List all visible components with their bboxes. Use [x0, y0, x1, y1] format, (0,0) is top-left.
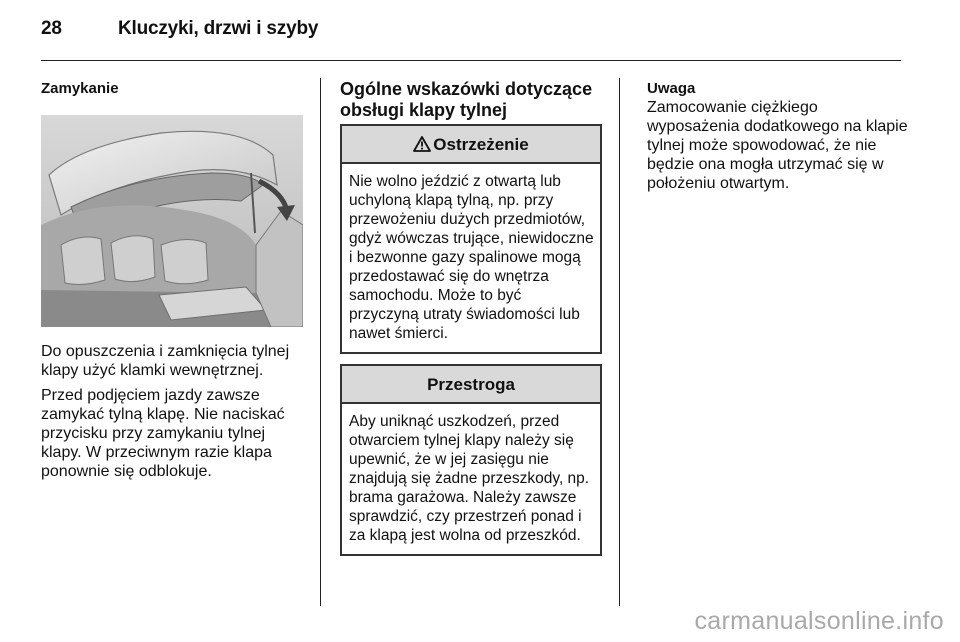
- warning-header: [342, 126, 600, 164]
- page-number: 28: [41, 18, 62, 39]
- chapter-title: Kluczyki, drzwi i szyby: [118, 18, 319, 39]
- section-heading: Ogólne wskazówki dotyczące obsługi klapy tylnej: [340, 79, 593, 120]
- warning-text: Nie wolno jeździć z otwartą lub uchyloną klapą tylną, np. przy przewożeniu dużych przedmiotów, gdyż wówczas trujące, niewidoczne i bezwonne gazy spalinowe mogą przedostawać się do wnętrza samochodu. Może to być przyczyną utraty świadomości lub nawet śmierci.: [349, 173, 594, 342]
- note-text: Zamocowanie ciężkiego wyposażenia dodatkowego na klapie tylnej może spowodować, że nie będzie ona mogła utrzymać się w położeniu otwartym.: [647, 99, 908, 192]
- caution-text: Aby uniknąć uszkodzeń, przed otwarciem tylnej klapy należy się upewnić, że w jej zasięgu nie znajdują się żadne przeszkody, np. brama garażowa. Należy zawsze sprawdzić, czy przestrzeń ponad i za klapą jest wolna od przeszkód.: [349, 413, 590, 544]
- column-1: [41, 79, 303, 481]
- column-2: [340, 79, 602, 556]
- column-divider-2: [619, 78, 620, 606]
- warning-title: Ostrzeżenie: [433, 134, 529, 154]
- caution-box: [340, 364, 602, 556]
- caution-header: [342, 366, 600, 404]
- warning-triangle-icon: [413, 136, 431, 152]
- header-rule: [41, 60, 901, 61]
- warning-box: [340, 124, 602, 354]
- tailgate-illustration: [41, 115, 303, 327]
- paragraph: Do opuszczenia i zamknięcia tylnej klapy użyć klamki wewnętrznej.: [41, 343, 290, 379]
- column-3: [647, 79, 909, 193]
- caution-title: Przestroga: [427, 374, 515, 394]
- section-subheading: Zamykanie: [41, 80, 119, 97]
- note-title: Uwaga: [647, 80, 696, 97]
- paragraph: Przed podjęciem jazdy zawsze zamykać tylną klapę. Nie naciskać przycisku przy zamykaniu tylnej klapy. W przeciwnym razie klapa ponownie się odblokuje.: [41, 387, 285, 480]
- watermark: carmanualsonline.info: [694, 607, 944, 635]
- column-divider-1: [320, 78, 321, 606]
